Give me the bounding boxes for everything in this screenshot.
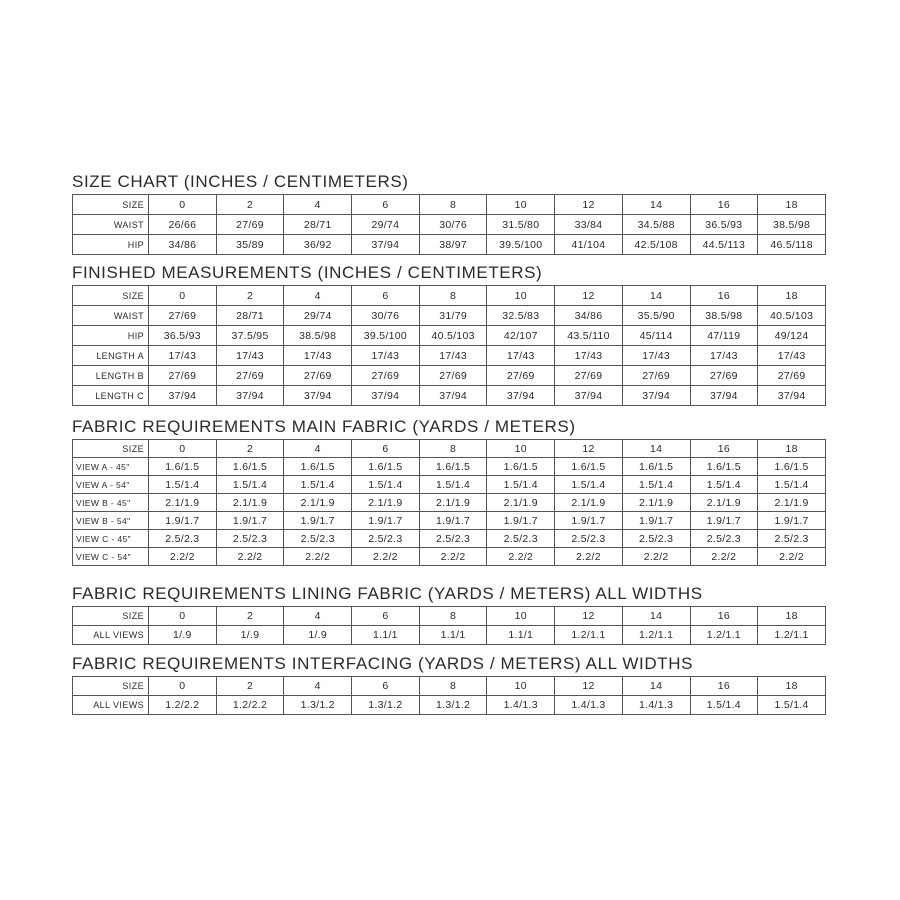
row-label: VIEW A - 54" [73,476,149,494]
size-header-cell: 10 [487,677,555,696]
table-cell: 1.5/1.4 [149,476,217,494]
table-cell: 1.9/1.7 [284,512,352,530]
size-header-cell: 14 [622,607,690,626]
size-header-row [73,286,826,306]
table-cell: 1.6/1.5 [555,458,623,476]
finished-measurements-section [72,263,826,406]
row-label: LENGTH A [73,346,149,366]
table-cell: 1.5/1.4 [216,476,284,494]
table-cell: 31/79 [419,306,487,326]
table-cell: 1.6/1.5 [690,458,758,476]
interfacing-table [72,676,826,715]
table-cell: 1.4/1.3 [622,696,690,715]
size-header-cell: 18 [758,440,826,458]
table-cell: 37/94 [622,386,690,406]
table-cell: 1.1/1 [419,626,487,645]
size-header-cell: 2 [216,607,284,626]
size-header-cell: 8 [419,286,487,306]
row-label: SIZE [73,195,149,215]
row-label: VIEW B - 54" [73,512,149,530]
table-cell: 35.5/90 [622,306,690,326]
table-cell: 27/69 [284,366,352,386]
table-cell: 1.3/1.2 [419,696,487,715]
table-cell: 30/76 [352,306,420,326]
table-cell: 1.4/1.3 [487,696,555,715]
size-header-row [73,677,826,696]
table-cell: 39.5/100 [352,326,420,346]
table-cell: 1/.9 [284,626,352,645]
table-row [73,326,826,346]
table-cell: 2.5/2.3 [487,530,555,548]
size-header-cell: 6 [352,195,420,215]
size-header-cell: 6 [352,440,420,458]
table-cell: 27/69 [216,215,284,235]
table-cell: 1.1/1 [352,626,420,645]
table-cell: 37.5/95 [216,326,284,346]
table-cell: 46.5/118 [758,235,826,255]
table-row [73,306,826,326]
table-cell: 2.5/2.3 [555,530,623,548]
table-cell: 27/69 [149,306,217,326]
size-header-row [73,440,826,458]
table-row [73,476,826,494]
table-cell: 2.2/2 [149,548,217,566]
table-cell: 44.5/113 [690,235,758,255]
table-cell: 1.5/1.4 [758,476,826,494]
table-cell: 1.6/1.5 [352,458,420,476]
table-cell: 1.6/1.5 [758,458,826,476]
table-cell: 2.5/2.3 [284,530,352,548]
table-cell: 32.5/83 [487,306,555,326]
table-cell: 38.5/98 [284,326,352,346]
table-cell: 2.5/2.3 [419,530,487,548]
table-cell: 34.5/88 [622,215,690,235]
table-row [73,346,826,366]
table-cell: 1.9/1.7 [690,512,758,530]
table-cell: 40.5/103 [419,326,487,346]
size-header-cell: 0 [149,286,217,306]
table-cell: 35/89 [216,235,284,255]
table-cell: 2.1/1.9 [352,494,420,512]
table-cell: 27/69 [622,366,690,386]
size-header-cell: 12 [555,286,623,306]
size-header-row [73,195,826,215]
size-header-cell: 16 [690,677,758,696]
size-header-cell: 4 [284,286,352,306]
table-row [73,696,826,715]
table-cell: 37/94 [352,386,420,406]
table-row [73,215,826,235]
table-cell: 2.1/1.9 [690,494,758,512]
table-cell: 27/69 [352,366,420,386]
table-cell: 17/43 [352,346,420,366]
table-cell: 2.1/1.9 [149,494,217,512]
table-cell: 1.3/1.2 [352,696,420,715]
table-cell: 1.6/1.5 [284,458,352,476]
table-cell: 17/43 [555,346,623,366]
row-label: SIZE [73,607,149,626]
row-label: VIEW C - 45" [73,530,149,548]
table-cell: 17/43 [149,346,217,366]
table-cell: 1.2/1.1 [622,626,690,645]
table-cell: 2.5/2.3 [622,530,690,548]
table-cell: 2.2/2 [622,548,690,566]
size-header-cell: 14 [622,677,690,696]
table-cell: 2.2/2 [487,548,555,566]
table-cell: 27/69 [758,366,826,386]
row-label: VIEW B - 45" [73,494,149,512]
size-header-cell: 16 [690,195,758,215]
size-header-cell: 16 [690,440,758,458]
size-header-cell: 8 [419,440,487,458]
lining-fabric-section [72,584,826,645]
table-row [73,494,826,512]
table-cell: 2.2/2 [555,548,623,566]
table-cell: 42/107 [487,326,555,346]
table-cell: 2.2/2 [352,548,420,566]
table-cell: 2.2/2 [284,548,352,566]
size-header-cell: 10 [487,607,555,626]
table-cell: 1.5/1.4 [690,476,758,494]
section-title: FABRIC REQUIREMENTS MAIN FABRIC (YARDS / METERS) [72,417,576,436]
size-header-cell: 14 [622,440,690,458]
table-cell: 1.5/1.4 [555,476,623,494]
table-cell: 1.2/1.1 [555,626,623,645]
table-cell: 1.6/1.5 [149,458,217,476]
table-cell: 2.2/2 [216,548,284,566]
table-cell: 17/43 [622,346,690,366]
table-cell: 1.3/1.2 [284,696,352,715]
table-cell: 43.5/110 [555,326,623,346]
size-header-cell: 8 [419,195,487,215]
table-cell: 37/94 [284,386,352,406]
size-header-cell: 2 [216,286,284,306]
size-header-cell: 2 [216,440,284,458]
table-cell: 1.6/1.5 [216,458,284,476]
table-cell: 26/66 [149,215,217,235]
section-title: FABRIC REQUIREMENTS LINING FABRIC (YARDS / METERS) ALL WIDTHS [72,584,703,603]
table-cell: 2.5/2.3 [149,530,217,548]
row-label: VIEW A - 45" [73,458,149,476]
size-header-cell: 2 [216,677,284,696]
table-cell: 2.1/1.9 [487,494,555,512]
table-cell: 1.4/1.3 [555,696,623,715]
size-header-cell: 12 [555,677,623,696]
table-cell: 42.5/108 [622,235,690,255]
table-cell: 36/92 [284,235,352,255]
table-cell: 36.5/93 [690,215,758,235]
size-header-cell: 6 [352,677,420,696]
table-cell: 1.9/1.7 [555,512,623,530]
table-cell: 2.5/2.3 [216,530,284,548]
row-label: ALL VIEWS [73,626,149,645]
row-label: SIZE [73,677,149,696]
table-cell: 1.9/1.7 [352,512,420,530]
size-header-cell: 6 [352,286,420,306]
size-header-cell: 14 [622,286,690,306]
table-cell: 37/94 [419,386,487,406]
table-row [73,626,826,645]
table-cell: 29/74 [352,215,420,235]
table-cell: 37/94 [690,386,758,406]
size-header-cell: 10 [487,440,555,458]
table-row [73,458,826,476]
table-cell: 37/94 [216,386,284,406]
table-cell: 28/71 [216,306,284,326]
table-cell: 36.5/93 [149,326,217,346]
table-row [73,235,826,255]
size-header-cell: 12 [555,607,623,626]
table-row [73,386,826,406]
table-row [73,512,826,530]
table-cell: 17/43 [419,346,487,366]
size-header-cell: 16 [690,607,758,626]
table-cell: 41/104 [555,235,623,255]
table-cell: 1.6/1.5 [487,458,555,476]
table-cell: 45/114 [622,326,690,346]
size-header-cell: 8 [419,677,487,696]
table-cell: 40.5/103 [758,306,826,326]
row-label: SIZE [73,286,149,306]
table-cell: 1.5/1.4 [352,476,420,494]
table-cell: 33/84 [555,215,623,235]
table-cell: 34/86 [149,235,217,255]
table-cell: 17/43 [690,346,758,366]
table-cell: 47/119 [690,326,758,346]
table-cell: 1.6/1.5 [622,458,690,476]
table-cell: 2.5/2.3 [690,530,758,548]
table-cell: 39.5/100 [487,235,555,255]
table-cell: 1.2/1.1 [758,626,826,645]
table-cell: 1.5/1.4 [690,696,758,715]
size-header-cell: 4 [284,607,352,626]
table-cell: 1.2/2.2 [149,696,217,715]
table-cell: 2.1/1.9 [622,494,690,512]
table-cell: 1.9/1.7 [758,512,826,530]
size-header-cell: 0 [149,607,217,626]
table-cell: 37/94 [352,235,420,255]
table-cell: 27/69 [149,366,217,386]
table-row [73,548,826,566]
table-cell: 27/69 [690,366,758,386]
table-cell: 1.5/1.4 [284,476,352,494]
row-label: HIP [73,235,149,255]
table-cell: 17/43 [758,346,826,366]
table-cell: 1.5/1.4 [622,476,690,494]
size-header-cell: 18 [758,607,826,626]
interfacing-section [72,654,826,715]
size-header-cell: 14 [622,195,690,215]
table-cell: 37/94 [149,386,217,406]
table-cell: 17/43 [487,346,555,366]
table-row [73,366,826,386]
table-cell: 34/86 [555,306,623,326]
table-cell: 2.1/1.9 [216,494,284,512]
table-cell: 1.5/1.4 [419,476,487,494]
table-cell: 2.5/2.3 [758,530,826,548]
finished-measurements-table [72,285,826,406]
size-header-cell: 12 [555,195,623,215]
table-cell: 28/71 [284,215,352,235]
table-cell: 2.1/1.9 [555,494,623,512]
table-cell: 2.1/1.9 [419,494,487,512]
size-header-cell: 4 [284,440,352,458]
size-header-cell: 12 [555,440,623,458]
row-label: LENGTH B [73,366,149,386]
table-cell: 27/69 [555,366,623,386]
table-cell: 1/.9 [216,626,284,645]
table-cell: 1/.9 [149,626,217,645]
table-cell: 1.9/1.7 [419,512,487,530]
table-cell: 1.5/1.4 [487,476,555,494]
size-header-row [73,607,826,626]
table-cell: 29/74 [284,306,352,326]
table-cell: 2.5/2.3 [352,530,420,548]
lining-fabric-table [72,606,826,645]
table-cell: 1.9/1.7 [622,512,690,530]
size-header-cell: 0 [149,195,217,215]
table-cell: 37/94 [555,386,623,406]
size-header-cell: 18 [758,677,826,696]
table-cell: 1.2/2.2 [216,696,284,715]
section-title: SIZE CHART (INCHES / CENTIMETERS) [72,172,409,191]
table-cell: 1.9/1.7 [216,512,284,530]
table-cell: 31.5/80 [487,215,555,235]
row-label: WAIST [73,215,149,235]
table-cell: 17/43 [284,346,352,366]
main-fabric-table [72,439,826,566]
row-label: HIP [73,326,149,346]
table-cell: 37/94 [487,386,555,406]
size-header-cell: 2 [216,195,284,215]
table-cell: 38.5/98 [690,306,758,326]
size-header-cell: 0 [149,440,217,458]
row-label: ALL VIEWS [73,696,149,715]
table-cell: 37/94 [758,386,826,406]
table-cell: 2.2/2 [690,548,758,566]
size-header-cell: 0 [149,677,217,696]
table-cell: 1.9/1.7 [149,512,217,530]
size-header-cell: 6 [352,607,420,626]
size-header-cell: 10 [487,286,555,306]
size-chart-table [72,194,826,255]
row-label: SIZE [73,440,149,458]
section-title: FABRIC REQUIREMENTS INTERFACING (YARDS / METERS) ALL WIDTHS [72,654,694,673]
table-cell: 1.1/1 [487,626,555,645]
table-cell: 2.1/1.9 [758,494,826,512]
size-header-cell: 4 [284,677,352,696]
table-cell: 30/76 [419,215,487,235]
size-header-cell: 18 [758,195,826,215]
table-cell: 49/124 [758,326,826,346]
size-header-cell: 16 [690,286,758,306]
section-title: FINISHED MEASUREMENTS (INCHES / CENTIMETERS) [72,263,543,282]
table-cell: 38/97 [419,235,487,255]
size-header-cell: 10 [487,195,555,215]
table-cell: 38.5/98 [758,215,826,235]
table-cell: 1.2/1.1 [690,626,758,645]
row-label: WAIST [73,306,149,326]
table-row [73,530,826,548]
row-label: LENGTH C [73,386,149,406]
table-cell: 1.6/1.5 [419,458,487,476]
size-header-cell: 8 [419,607,487,626]
table-cell: 2.1/1.9 [284,494,352,512]
table-cell: 2.2/2 [419,548,487,566]
table-cell: 27/69 [487,366,555,386]
table-cell: 17/43 [216,346,284,366]
row-label: VIEW C - 54" [73,548,149,566]
table-cell: 2.2/2 [758,548,826,566]
size-chart-section [72,172,826,255]
table-cell: 1.9/1.7 [487,512,555,530]
main-fabric-section [72,417,826,566]
table-cell: 27/69 [216,366,284,386]
size-header-cell: 18 [758,286,826,306]
size-header-cell: 4 [284,195,352,215]
table-cell: 27/69 [419,366,487,386]
table-cell: 1.5/1.4 [758,696,826,715]
